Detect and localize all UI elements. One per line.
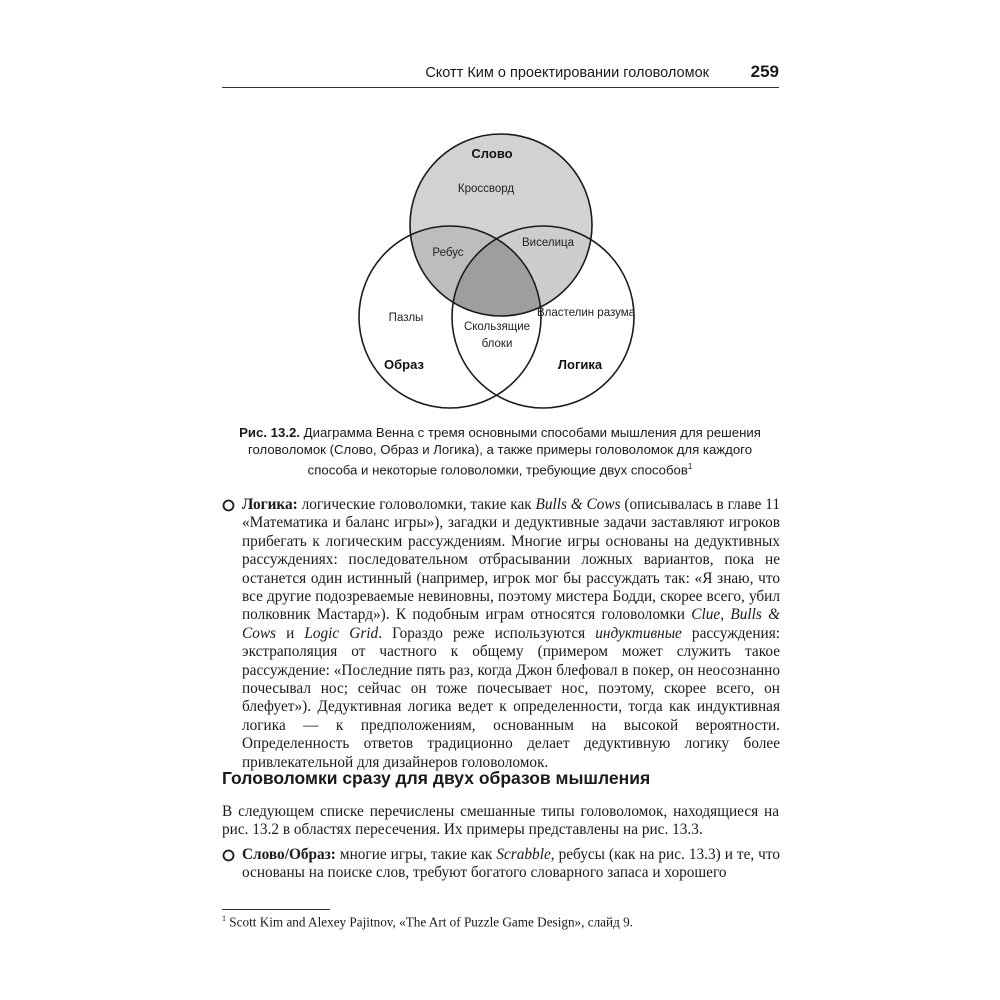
footnote [222,914,779,930]
running-title: Скотт Ким о проектировании головоломок [425,65,709,81]
bullet-circle-icon [222,499,235,512]
caption-footnote-ref: 1 [687,462,693,471]
list-item-text [242,496,780,772]
figure-caption [225,424,775,478]
list-item-text [242,846,780,883]
region-image-only: Пазлы [388,312,424,324]
set-label-logic: Логика [557,357,603,372]
emphasis: индуктивные [595,624,682,642]
footnote-text: Scott Kim and Alexey Pajitnov, «The Art of Puzzle Game Design», слайд 9. [226,914,633,930]
term-logic: Логика: [242,496,298,513]
footnote-mark: 1 [222,914,226,923]
header-rule [222,87,779,88]
page-number: 259 [750,62,779,81]
region-logic-only: Властелин разума [536,307,636,319]
text-segment: , ребусы (как на рис. 13.3) и те, что основаны на поиске слов, требуют богатого словарного запаса и хорошего [242,846,780,882]
section-intro-paragraph: В следующем списке перечислены смешанные типы головоломок, находящиеся на рис. 13.2 в областях пересечения. Их примеры представлены на рис. 13.3. [222,803,779,839]
text-segment: многие игры, такие как [335,846,497,863]
game-title: Bulls & Cows [242,606,780,642]
venn-diagram-figure [350,132,650,412]
text-segment: (описывалась в главе 11 «Математика и баланс игры»), загадки и дедуктивные задачи заставляют игроков прибегать к логическим рассуждениям. Многие игры основаны на дедуктивных рассуждениях: последовательном отбрасывании ложных вариантов, пока не останется один истинный (например, игрок мог бы рассуждать так: «Я знаю, что все другие подозреваемые невиновны, поэтому мистера Бодди, скорее всего, убил полковник Мастард»). К подобным играм относятся головоломки [242,496,780,624]
region-word-image: Ребус [432,247,464,259]
game-title: Bulls & Cows [535,496,621,513]
footnote-rule [222,909,330,910]
text-segment: логические головоломки, такие как [297,496,536,513]
set-label-word: Слово [471,146,513,161]
venn-diagram [350,132,650,412]
running-header [222,62,779,86]
game-title: Logic Grid [304,624,379,642]
game-title: Scrabble [496,846,551,863]
caption-label: Рис. 13.2. [239,425,301,440]
text-segment: и [276,624,305,642]
section-heading: Головоломки сразу для двух образов мышления [222,768,651,788]
list-item-logic [222,496,780,771]
bullet-circle-icon [222,849,235,862]
text-segment: . Гораздо реже используются [378,624,596,642]
term-word-image: Слово/Образ: [242,846,336,863]
caption-text: Диаграмма Венна с тремя основными способами мышления для решения головоломок (Слово, Образ и Логика), а также примеры головоломок для каждого способа и некоторые головоломки, требующие двух способов [247,425,761,478]
text-segment: , [720,606,731,624]
region-word-only: Кроссворд [457,183,515,195]
set-label-image: Образ [384,357,424,372]
text-segment: рассуждения: экстраполяция от частного к общему (примером может служить такое рассуждение: «Последние пять раз, когда Джон блефовал в покер, он неосознанно почесывал нос; сейчас он тоже почесывает нос, поэтому, скорее всего, он блефует»). Дедуктивная логика ведет к определенности, тогда как индуктивная логика — к предположениям, основанным на высокой вероятности. Определенность ответов традиционно делает дедуктивную логику более привлекательной для дизайнеров головоломок. [242,624,780,771]
region-image-logic-line1: Скользящие [463,321,531,333]
region-image-logic-line2: блоки [481,338,513,350]
list-item-word-image [222,846,780,886]
game-title: Clue [691,606,721,624]
region-word-logic: Виселица [522,237,574,249]
